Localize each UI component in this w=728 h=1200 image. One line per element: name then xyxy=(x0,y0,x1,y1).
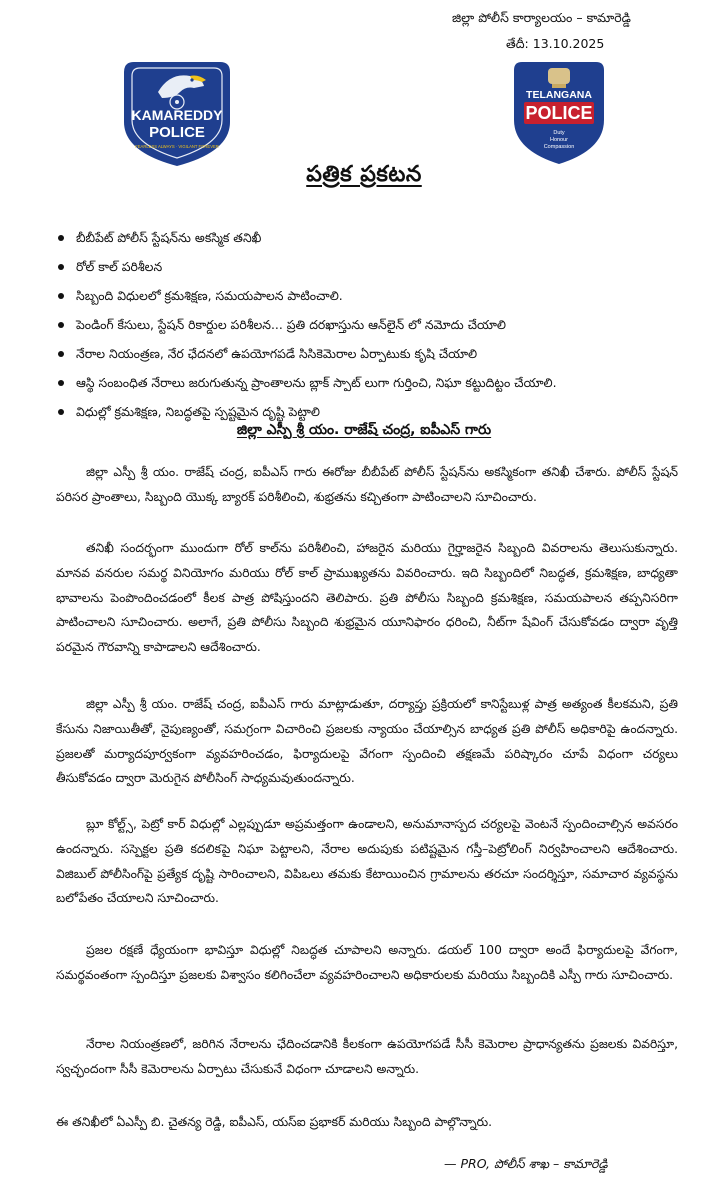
motto-line-3: Compassion xyxy=(543,144,575,150)
list-item: రోల్ కాల్ పరిశీలన xyxy=(56,257,696,286)
body-paragraph: ఈ తనిఖీలో ఏఎస్పీ బి. చైతన్య రెడ్డి, ఐపీఎస్, యస్ఐ ప్రభాకర్ మరియు సిబ్బంది పాల్గొన్నారు. xyxy=(56,1115,493,1129)
badge-sub: POLICE xyxy=(525,103,593,123)
body-paragraph: ప్రజల రక్షణే ధ్యేయంగా భావిస్తూ విధుల్లో నిబద్ధత చూపాలని అన్నారు. డయల్ 100 ద్వారా అందే ఫిర్యాదులపై వేగంగా, సమర్థవంతంగా స్పందిస్తూ ప్రజలకు విశ్వాసం కలిగించేలా వ్యవహరించాలని అధికారులకు మరియు సిబ్బందికి ఎస్పీ గారు సూచించారు. xyxy=(56,943,678,982)
list-item: బీబీపేట్ పోలీస్ స్టేషన్‌ను అకస్మిక తనిఖీ xyxy=(56,228,696,257)
body-paragraph: బ్లూ కోల్ట్స్, పెట్రో కార్ విధుల్లో ఎల్లప్పుడూ అప్రమత్తంగా ఉండాలని, అనుమానాస్పద చర్యలపై వెంటనే స్పందించాల్సిన అవసరం ఉందన్నారు. సస్పెక్టల ప్రతి కదలికపై నిఘా పెట్టాలని, నేరాల అదుపుకు పటిష్టమైన గస్తీ–పెట్రోలింగ్ నిర్వహించాలని ఆదేశించారు. విజిబుల్ పోలీసింగ్‌పై ప్రత్యేక దృష్టి సారించాలని, విపిఒలు తమకు కేటాయించిన గ్రామాలను తరచూ సందర్శిస్తూ, సమాచార వ్యవస్థను బలోపేతం చేయాలని సూచించారు. xyxy=(56,817,678,906)
press-date: తేదీ: 13.10.2025 xyxy=(506,36,605,51)
kamareddy-police-logo xyxy=(118,58,236,168)
body-paragraph: నేరాల నియంత్రణలో, జరిగిన నేరాలను ఛేదించడానికి కీలకంగా ఉపయోగపడే సీసీ కెమెరాల ప్రాధాన్యతను ప్రజలకు వివరిస్తూ, స్వచ్ఛందంగా సీసీ కెమెరాలను ఏర్పాటు చేసుకునే విధంగా చూడాలని అన్నారు. xyxy=(56,1037,678,1076)
pro-signature: — PRO, పోలీస్ శాఖ – కామారెడ్డి xyxy=(444,1156,608,1171)
list-item: సిబ్బంది విధులలో క్రమశిక్షణ, సమయపాలన పాటించాలి. xyxy=(56,286,696,315)
body-paragraph: జిల్లా ఎస్పీ శ్రీ యం. రాజేష్ చంద్ర, ఐపీఎస్ గారు మాట్లాడుతూ, దర్యాప్తు ప్రక్రియలో కానిస్టేబుళ్ల పాత్ర అత్యంత కీలకమని, ప్రతి కేసును నిజాయితీతో, నైపుణ్యంతో, సమగ్రంగా విచారించి ప్రజలకు న్యాయం చేయాల్సిన బాధ్యత ప్రతి పోలీస్ అధికారిపై ఉందన్నారు. ప్రజలతో మర్యాదపూర్వకంగా వ్యవహరించడం, ఫిర్యాదులపై వేగంగా స్పందించి తక్షణమే పరిష్కారం చూపే విధంగా చర్యలు తీసుకోవడం ద్వారా మెరుగైన పోలీసింగ్ సాధ్యమవుతుందన్నారు. xyxy=(56,697,678,786)
body-paragraph: జిల్లా ఎస్పీ శ్రీ యం. రాజేష్ చంద్ర, ఐపీఎస్ గారు ఈరోజు బీబీపేట్ పోలీస్ స్టేషన్‌ను అకస్మికంగా తనిఖీ చేశారు. పోలీస్ స్టేషన్ పరిసర ప్రాంతాలు, సిబ్బంది యొక్క బ్యారక్ పరిశీలించి, శుభ్రతను కచ్చితంగా పాటించాలని సూచించారు. xyxy=(56,465,678,504)
list-item: నేరాల నియంత్రణ, నేర ఛేదనలో ఉపయోగపడే సిసికెమెరాల ఏర్పాటుకు కృషి చేయాలి xyxy=(56,344,696,373)
badge-name: TELANGANA xyxy=(526,89,592,101)
motto-line-2: Honour xyxy=(549,137,569,143)
body-paragraph: తనిఖీ సందర్భంగా ముందుగా రోల్ కాల్‌ను పరిశీలించి, హాజరైన మరియు గైర్హాజరైన సిబ్బంది వివరాలను తెలుసుకున్నారు. మానవ వనరుల సమర్థ వినియోగం మరియు రోల్ కాల్ ప్రాముఖ్యతను వివరించారు. ఇది సిబ్బందిలో నిబద్ధత, క్రమశిక్షణ, బాధ్యతా భావాలను పెంపొందించడంలో కీలక పాత్ర పోషిస్తుందని తెలిపారు. ప్రతి పోలీసు సిబ్బంది క్రమశిక్షణ, సమయపాలన తప్పనిసరిగా పాటించాలని సూచించారు. అలాగే, ప్రతి పోలీసు సిబ్బంది శుభ్రమైన యూనిఫారం ధరించి, నీట్‌గా షేవింగ్ చేసుకోవడం ద్వారా వృత్తి పరమైన గౌరవాన్ని కాపాడాలని ఆదేశించారు. xyxy=(56,541,678,655)
list-item: విధుల్లో క్రమశిక్షణ, నిబద్ధతపై స్పష్టమైన దృష్టి పెట్టాలి xyxy=(56,402,696,431)
press-release-title: పత్రిక ప్రకటన xyxy=(306,162,422,187)
list-item: పెండింగ్ కేసులు, స్టేషన్ రికార్డుల పరిశీలన... ప్రతి దరఖాస్తును ఆన్‌లైన్ లో నమోదు చేయాలి xyxy=(56,315,696,344)
highlights-list xyxy=(56,228,696,431)
telangana-police-logo xyxy=(512,58,606,166)
badge-motto: FEARLESS ALWAYS · VIGILANT FOREVER xyxy=(135,144,219,149)
list-item: ఆస్థి సంబంధిత నేరాలు జరుగుతున్న ప్రాంతాలను బ్లాక్ స్పాట్ లుగా గుర్తించి, నిఘా కట్టుదిట్టం చేయాలి. xyxy=(56,373,696,402)
motto-line-1: Duty xyxy=(553,130,565,136)
office-name: జిల్లా పోలీస్ కార్యాలయం – కామారెడ్డి xyxy=(452,10,631,25)
sp-name-heading: జిల్లా ఎస్పీ శ్రీ యం. రాజేష్ చంద్ర, ఐపీఎస్ గారు xyxy=(236,422,492,438)
badge-name: KAMAREDDY xyxy=(131,107,223,123)
badge-sub: POLICE xyxy=(149,124,205,141)
